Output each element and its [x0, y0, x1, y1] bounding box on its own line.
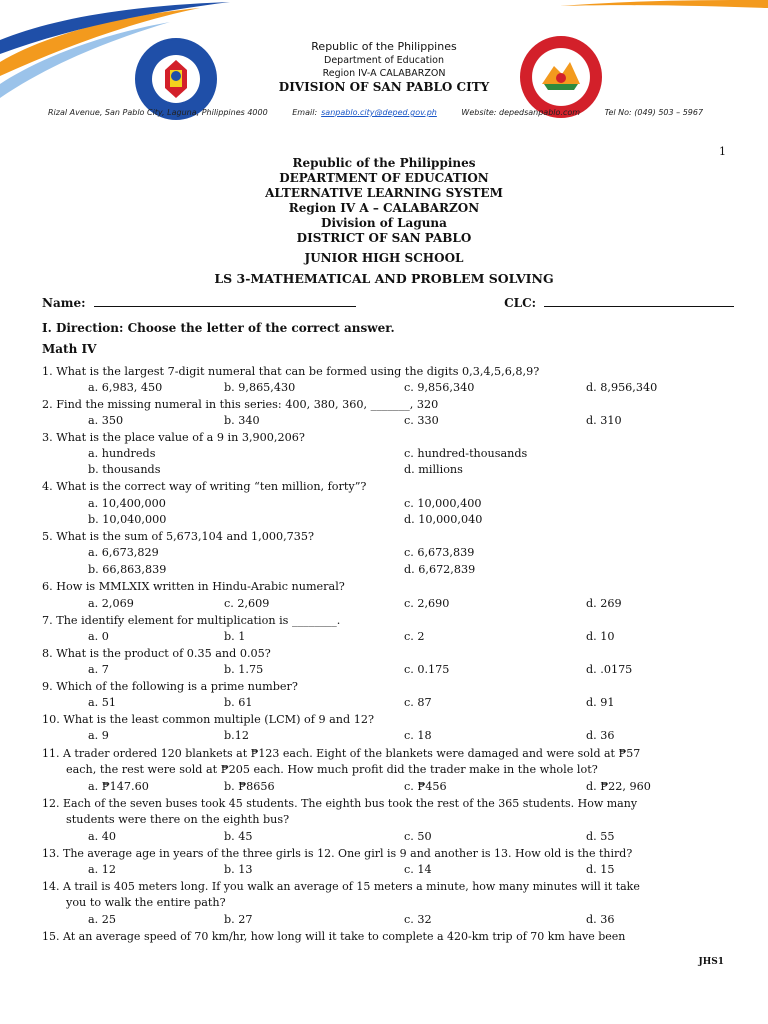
option[interactable]: c. 9,856,340: [404, 381, 475, 394]
option[interactable]: a. 350: [88, 414, 124, 427]
title-line: DEPARTMENT OF EDUCATION: [279, 171, 489, 185]
clc-field[interactable]: [544, 296, 734, 307]
question-text: 11. A trader ordered 120 blankets at ₱123 each. Eight of the blankets were damaged and were sold at ₱57: [42, 747, 641, 760]
question-text: 4. What is the correct way of writing “ten million, forty”?: [42, 480, 367, 493]
option[interactable]: c. 14: [404, 863, 432, 876]
option[interactable]: c. 0.175: [404, 663, 450, 676]
option[interactable]: c. 18: [404, 729, 432, 742]
question-text: 15. At an average speed of 70 km/hr, how long will it take to complete a 420-km trip of 70 km have been: [42, 930, 626, 943]
option[interactable]: a. hundreds: [88, 447, 156, 460]
option[interactable]: d. 15: [586, 863, 615, 876]
option[interactable]: c. 87: [404, 696, 432, 709]
option[interactable]: c. 50: [404, 830, 432, 843]
option[interactable]: c. 2,609: [224, 597, 270, 610]
name-row: [42, 296, 722, 310]
title-line: Division of Laguna: [321, 216, 447, 230]
option[interactable]: b. 340: [224, 414, 260, 427]
email-link[interactable]: sanpablo.city@deped.gov.ph: [321, 108, 437, 117]
option[interactable]: a. 6,673,829: [88, 546, 159, 559]
option[interactable]: a. 0: [88, 630, 109, 643]
option[interactable]: a. 10,400,000: [88, 497, 166, 510]
title-line: DISTRICT OF SAN PABLO: [296, 231, 472, 245]
question-text: 6. How is MMLXIX written in Hindu-Arabic numeral?: [42, 580, 345, 593]
option[interactable]: b.12: [224, 729, 249, 742]
email-group: [292, 108, 437, 117]
option[interactable]: b. 13: [224, 863, 253, 876]
email-label: Email:: [292, 108, 318, 117]
address: Rizal Avenue, San Pablo City, Laguna, Philippines 4000: [48, 108, 268, 117]
question-text: 7. The identify element for multiplication is ________.: [42, 614, 341, 627]
header-region: Region IV-A CALABARZON: [322, 68, 446, 79]
option[interactable]: a. 12: [88, 863, 117, 876]
option[interactable]: d. 36: [586, 913, 615, 926]
option[interactable]: b. ₱8656: [224, 780, 275, 793]
option[interactable]: d. 8,956,340: [586, 381, 658, 394]
option[interactable]: c. ₱456: [404, 780, 447, 793]
option[interactable]: c. 6,673,839: [404, 546, 475, 559]
name-label: Name:: [42, 296, 86, 310]
footer-code: JHS1: [698, 957, 724, 967]
option[interactable]: b. 27: [224, 913, 253, 926]
option[interactable]: a. 40: [88, 830, 117, 843]
option[interactable]: d. 269: [586, 597, 622, 610]
option[interactable]: d. 10,000,040: [404, 513, 483, 526]
option[interactable]: c. 2: [404, 630, 425, 643]
option[interactable]: d. .0175: [586, 663, 633, 676]
question-text: 10. What is the least common multiple (LCM) of 9 and 12?: [42, 713, 374, 726]
header-department: Department of Education: [324, 55, 444, 66]
question-text-continued: you to walk the entire path?: [66, 896, 226, 909]
option[interactable]: d. 36: [586, 729, 615, 742]
question-text: 13. The average age in years of the three girls is 12. One girl is 9 and another is 13. How old is the third?: [42, 847, 633, 860]
page-number: 1: [719, 145, 726, 158]
title-line: JUNIOR HIGH SCHOOL: [304, 251, 464, 265]
option[interactable]: c. 10,000,400: [404, 497, 482, 510]
option[interactable]: a. 6,983, 450: [88, 381, 163, 394]
title-line: ALTERNATIVE LEARNING SYSTEM: [265, 186, 503, 200]
option[interactable]: d. 55: [586, 830, 615, 843]
title-line: Republic of the Philippines: [292, 156, 476, 170]
question-text: 2. Find the missing numeral in this series: 400, 380, 360, _______, 320: [42, 398, 439, 411]
option[interactable]: b. 1: [224, 630, 246, 643]
website: Website: depedsanpablo.com: [461, 108, 581, 117]
question-text: 14. A trail is 405 meters long. If you walk an average of 15 meters a minute, how many minutes will it take: [42, 880, 640, 893]
question-text: 5. What is the sum of 5,673,104 and 1,000,735?: [42, 530, 314, 543]
telephone: Tel No: (049) 503 – 5967: [604, 108, 704, 117]
title-line: LS 3-MATHEMATICAL AND PROBLEM SOLVING: [214, 271, 554, 286]
option[interactable]: b. thousands: [88, 463, 161, 476]
name-field[interactable]: [94, 296, 356, 307]
option[interactable]: a. 51: [88, 696, 117, 709]
header-republic: Republic of the Philippines: [311, 40, 457, 53]
contact-line: [48, 108, 748, 117]
question-text: 12. Each of the seven buses took 45 students. The eighth bus took the rest of the 365 students. How many: [42, 797, 638, 810]
option[interactable]: b. 45: [224, 830, 253, 843]
option[interactable]: a. 25: [88, 913, 117, 926]
question-text: 3. What is the place value of a 9 in 3,900,206?: [42, 431, 305, 444]
option[interactable]: d. 10: [586, 630, 615, 643]
option[interactable]: b. 61: [224, 696, 253, 709]
option[interactable]: b. 10,040,000: [88, 513, 167, 526]
option[interactable]: d. 91: [586, 696, 615, 709]
option[interactable]: c. hundred-thousands: [404, 447, 528, 460]
option[interactable]: d. ₱22, 960: [586, 780, 651, 793]
option[interactable]: a. ₱147.60: [88, 780, 149, 793]
question-text: 1. What is the largest 7-digit numeral that can be formed using the digits 0,3,4,5,6,8,9?: [42, 365, 540, 378]
clc-label: CLC:: [504, 296, 537, 310]
header-division: DIVISION OF SAN PABLO CITY: [278, 80, 490, 94]
option[interactable]: c. 32: [404, 913, 432, 926]
option[interactable]: d. millions: [404, 463, 463, 476]
option[interactable]: a. 9: [88, 729, 109, 742]
option[interactable]: b. 9,865,430: [224, 381, 296, 394]
option[interactable]: a. 2,069: [88, 597, 134, 610]
question-text-continued: each, the rest were sold at ₱205 each. How much profit did the trader make in the whole lot?: [66, 763, 598, 776]
option[interactable]: b. 66,863,839: [88, 563, 167, 576]
option[interactable]: a. 7: [88, 663, 109, 676]
option[interactable]: d. 6,672,839: [404, 563, 476, 576]
option[interactable]: c. 330: [404, 414, 439, 427]
option[interactable]: b. 1.75: [224, 663, 264, 676]
subject: Math IV: [42, 342, 97, 356]
option[interactable]: c. 2,690: [404, 597, 450, 610]
title-block: [0, 156, 768, 286]
question-text: 9. Which of the following is a prime number?: [42, 680, 298, 693]
title-line: Region IV A – CALABARZON: [288, 201, 480, 215]
direction: I. Direction: Choose the letter of the correct answer.: [42, 321, 395, 335]
question-text: 8. What is the product of 0.35 and 0.05?: [42, 647, 271, 660]
question-text-continued: students were there on the eighth bus?: [66, 813, 290, 826]
option[interactable]: d. 310: [586, 414, 622, 427]
